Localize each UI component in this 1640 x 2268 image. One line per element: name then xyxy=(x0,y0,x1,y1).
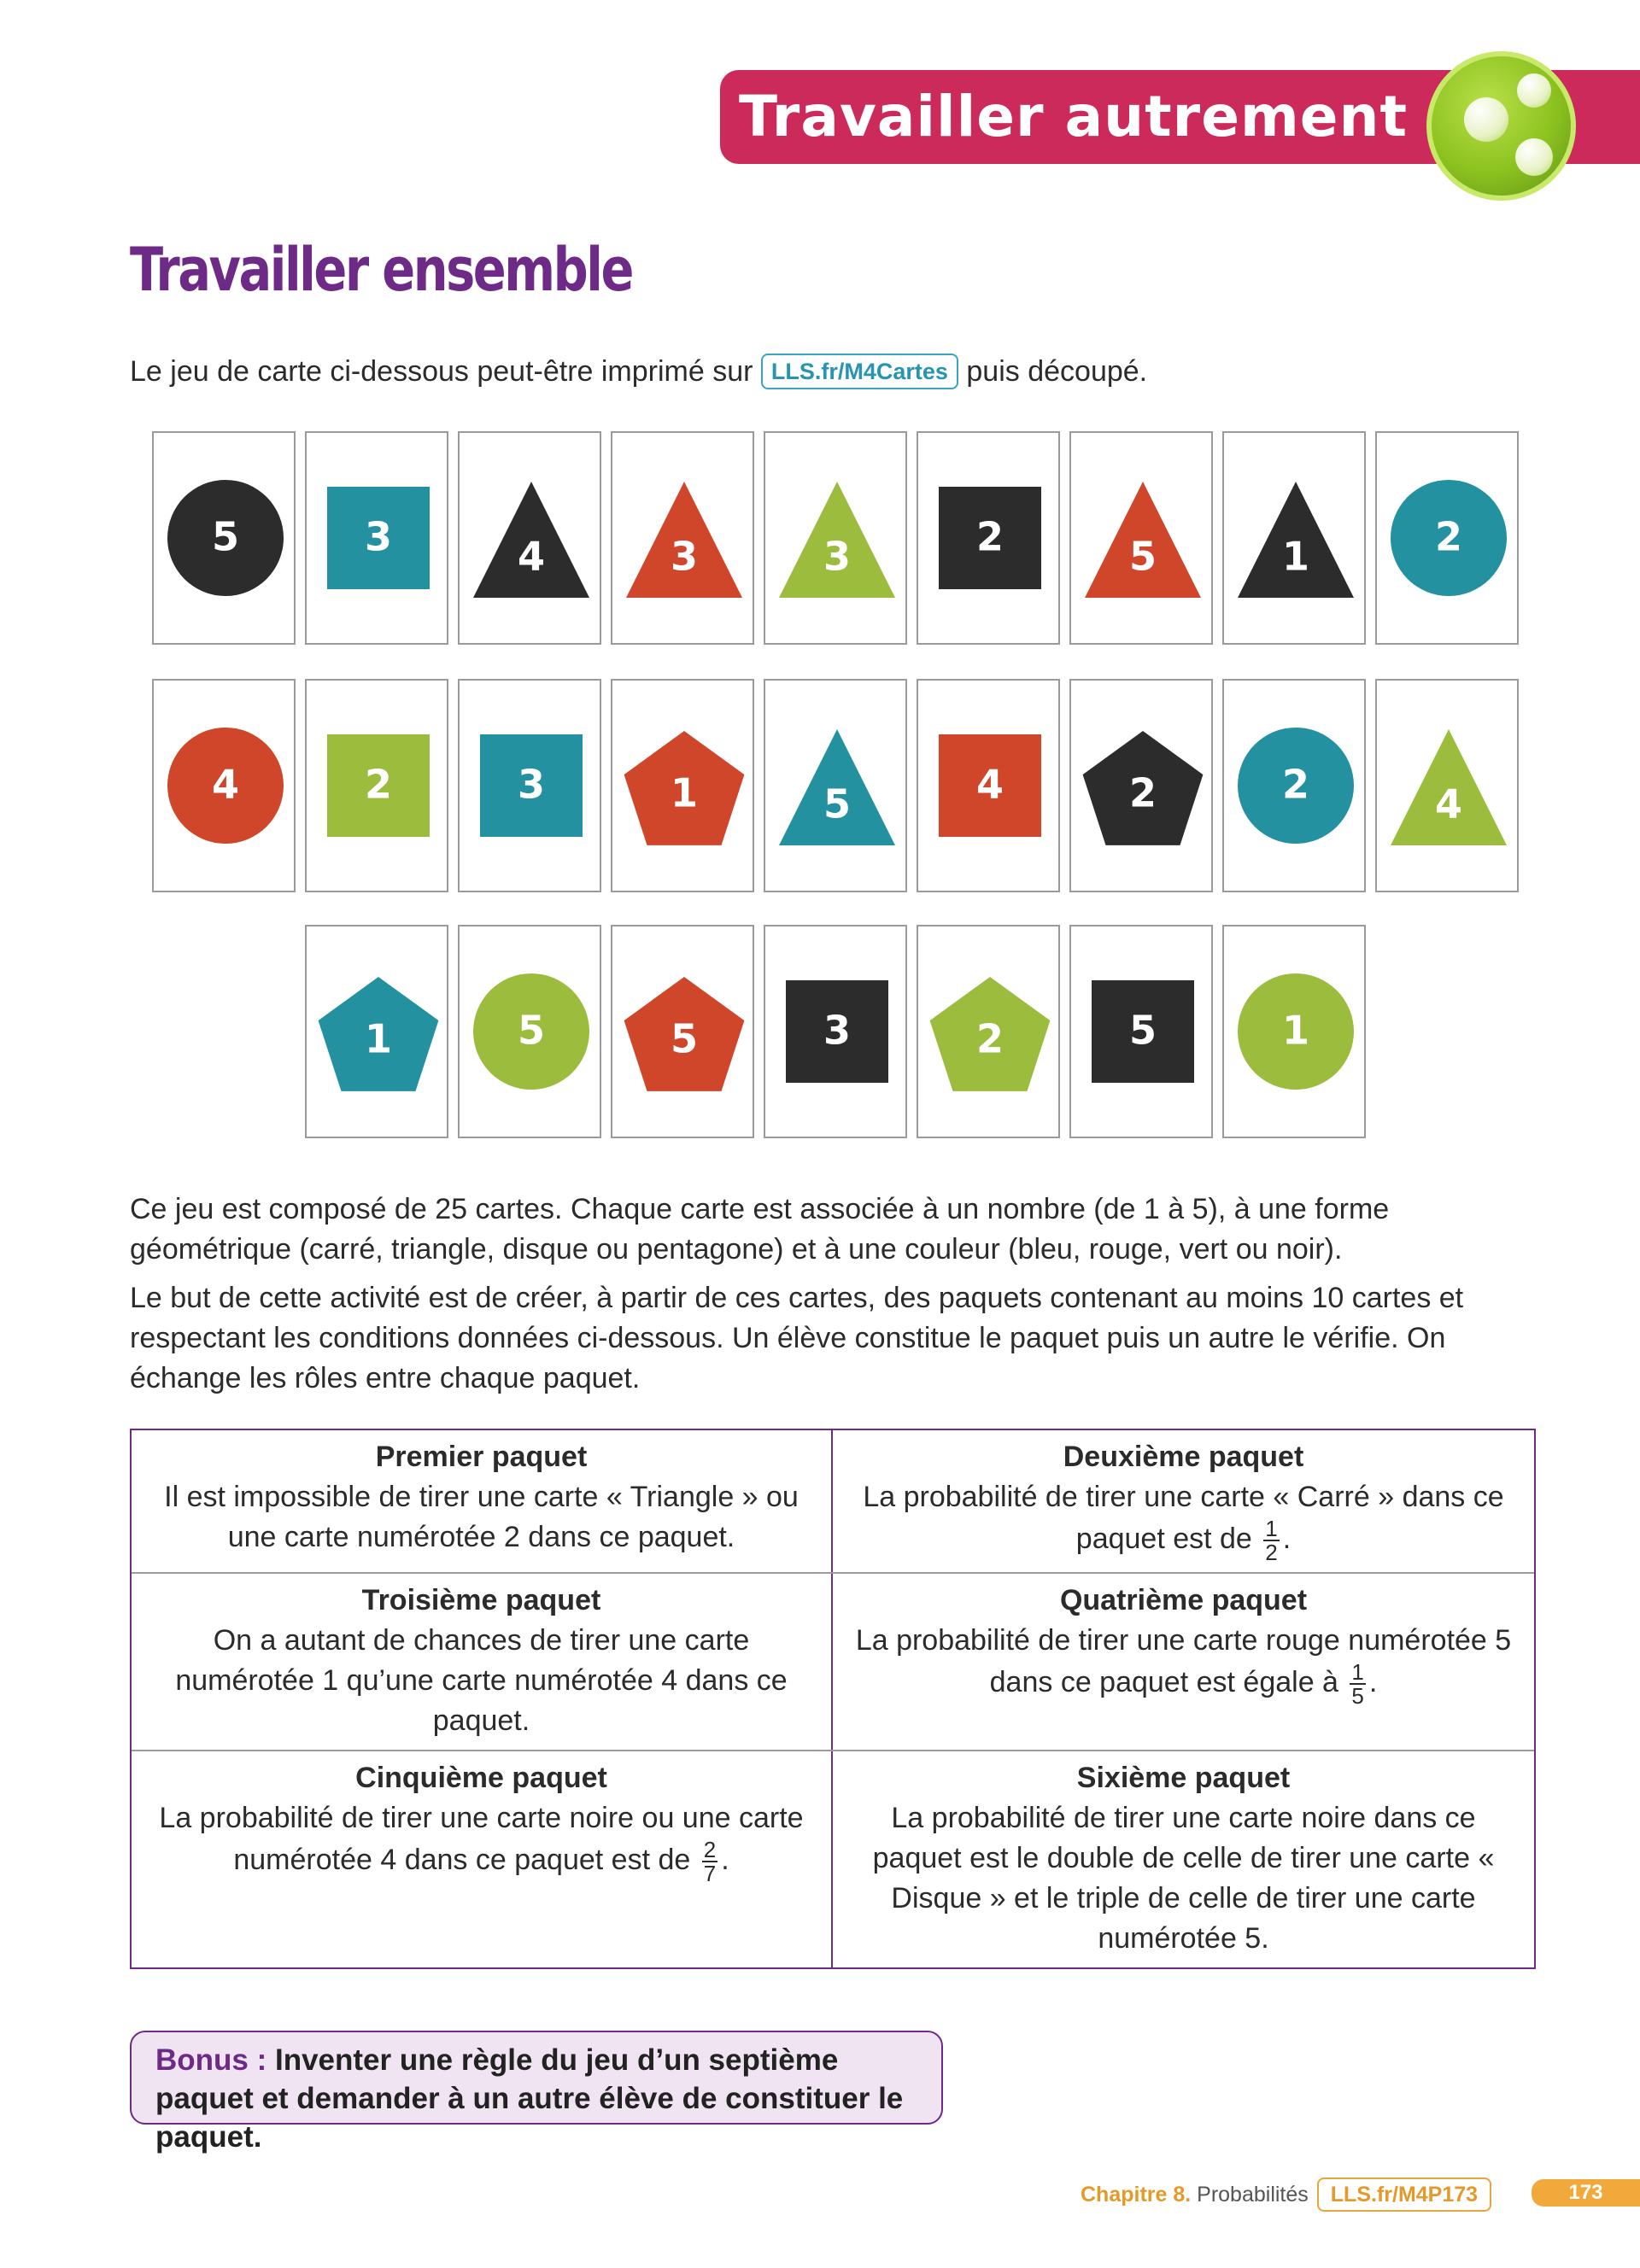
footer-link[interactable]: LLS.fr/M4P173 xyxy=(1317,2177,1491,2212)
cell-text: La probabilité de tirer une carte rouge numérotée 5 dans ce paquet est égale à $\frac{1}{5}$ . xyxy=(855,1624,1512,1709)
footer-chapter: Chapitre 8. xyxy=(1081,2183,1192,2207)
cell-text-body: La probabilité de tirer une carte « Carré » dans ce paquet est de xyxy=(863,1481,1504,1555)
fraction xyxy=(1350,1661,1365,1707)
card-number: 5 xyxy=(1128,1007,1157,1054)
table-cell xyxy=(833,1574,1534,1750)
card-number: 4 xyxy=(1434,780,1463,827)
card-number: 1 xyxy=(1281,1007,1310,1054)
card-number: 3 xyxy=(517,761,546,808)
card xyxy=(305,925,448,1138)
bonus-label: Bonus : xyxy=(155,2043,267,2077)
table-row xyxy=(132,1430,1534,1572)
cell-heading: Deuxième paquet xyxy=(1063,1441,1304,1473)
card xyxy=(611,925,754,1138)
table-row xyxy=(132,1572,1534,1750)
fraction-denominator: 7 xyxy=(703,1861,717,1886)
table-cell xyxy=(833,1751,1534,1967)
card-number: 1 xyxy=(364,1015,393,1062)
cell-text-body: La probabilité de tirer une carte noire ou une carte numérotée 4 dans ce paquet est de xyxy=(159,1802,804,1876)
fraction-numerator: 1 xyxy=(1265,1516,1278,1541)
card xyxy=(305,431,448,645)
cell-heading: Premier paquet xyxy=(375,1441,588,1473)
cell-text: La probabilité de tirer une carte noire dans ce paquet est le double de celle de tirer une carte « Disque » et le triple de celle de tirer une carte numérotée 5. xyxy=(872,1802,1495,1955)
section-title: Travailler ensemble xyxy=(130,235,632,305)
card-number: 5 xyxy=(670,1015,699,1062)
fraction-denominator: 2 xyxy=(1265,1540,1278,1565)
intro-before: Le jeu de carte ci-dessous peut-être imprimé sur xyxy=(130,355,761,388)
card-number: 4 xyxy=(975,761,1004,808)
conditions-table xyxy=(130,1429,1536,1969)
goal-paragraph: Le but de cette activité est de créer, à partir de ces cartes, des paquets contenant au moins 10 cartes et respectant les conditions données ci-dessous. Un élève constitue le paquet puis un autre le vérifie. On échange les rôles entre chaque paquet. xyxy=(130,1282,1464,1394)
card xyxy=(152,679,296,892)
card xyxy=(764,679,907,892)
card xyxy=(917,679,1060,892)
cards-link[interactable]: LLS.fr/M4Cartes xyxy=(761,354,958,389)
bonus-box xyxy=(130,2031,943,2154)
card-number: 5 xyxy=(211,513,240,560)
card xyxy=(764,431,907,645)
table-cell xyxy=(132,1751,833,1967)
card xyxy=(1069,431,1213,645)
card-number: 4 xyxy=(211,761,240,808)
card-number: 2 xyxy=(975,1015,1004,1062)
table-cell xyxy=(833,1430,1534,1572)
bonus-text: Inventer une règle du jeu d’un septième paquet et demander à un autre élève de constituer le paquet. xyxy=(155,2043,904,2154)
card xyxy=(1069,925,1213,1138)
card-number: 4 xyxy=(517,533,546,580)
header-title: Travailler autrement xyxy=(739,84,1409,149)
card xyxy=(1222,679,1366,892)
cell-text-body: La probabilité de tirer une carte rouge numérotée 5 dans ce paquet est égale à xyxy=(855,1624,1512,1698)
molecule-logo-icon xyxy=(1426,51,1576,201)
footer xyxy=(1081,2176,1491,2213)
card xyxy=(152,431,296,645)
cell-heading: Quatrième paquet xyxy=(1059,1584,1308,1616)
card-number: 2 xyxy=(1434,513,1463,560)
card-number: 2 xyxy=(1128,769,1157,816)
card-number: 1 xyxy=(670,769,699,816)
card-number: 1 xyxy=(1281,533,1310,580)
card-number: 5 xyxy=(823,780,852,827)
card xyxy=(458,431,601,645)
card-number: 2 xyxy=(1281,761,1310,808)
card xyxy=(917,925,1060,1138)
card xyxy=(917,431,1060,645)
cell-text: Il est impossible de tirer une carte « Triangle » ou une carte numérotée 2 dans ce paquet. xyxy=(164,1481,799,1553)
card-number: 2 xyxy=(364,761,393,808)
card-number: 5 xyxy=(517,1007,546,1054)
cell-text: La probabilité de tirer une carte noire ou une carte numérotée 4 dans ce paquet est de $\frac{2}{7}$ . xyxy=(159,1802,804,1886)
table-cell xyxy=(132,1430,833,1572)
cell-heading: Troisième paquet xyxy=(361,1584,601,1616)
description-paragraph: Ce jeu est composé de 25 cartes. Chaque carte est associée à un nombre (de 1 à 5), à une forme géométrique (carré, triangle, disque ou pentagone) et à une couleur (bleu, rouge, vert ou noir). xyxy=(130,1193,1390,1266)
intro-text xyxy=(130,350,1147,393)
card-number: 3 xyxy=(823,533,852,580)
card xyxy=(611,679,754,892)
card-number: 3 xyxy=(670,533,699,580)
card xyxy=(611,431,754,645)
intro-after: puis découpé. xyxy=(958,355,1148,388)
fraction xyxy=(702,1838,718,1885)
fraction xyxy=(1263,1517,1279,1564)
card xyxy=(1375,431,1519,645)
cell-text: La probabilité de tirer une carte « Carré » dans ce paquet est de $\frac{1}{2}$ . xyxy=(863,1481,1504,1565)
card xyxy=(1222,431,1366,645)
table-row xyxy=(132,1750,1534,1967)
card xyxy=(764,925,907,1138)
card xyxy=(1222,925,1366,1138)
table-cell xyxy=(132,1574,833,1750)
fraction-numerator: 1 xyxy=(1351,1659,1364,1685)
card-number: 3 xyxy=(823,1007,852,1054)
page-number: 173 xyxy=(1532,2179,1640,2207)
cell-text: On a autant de chances de tirer une carte numérotée 1 qu’une carte numérotée 4 dans ce paquet. xyxy=(175,1624,788,1737)
cell-heading: Cinquième paquet xyxy=(355,1762,607,1794)
card-number: 3 xyxy=(364,513,393,560)
card xyxy=(458,679,601,892)
card-number: 2 xyxy=(975,513,1004,560)
card xyxy=(1375,679,1519,892)
footer-subject: Probabilités xyxy=(1191,2183,1309,2207)
card xyxy=(458,925,601,1138)
card xyxy=(305,679,448,892)
fraction-numerator: 2 xyxy=(703,1837,717,1862)
card-number: 5 xyxy=(1128,533,1157,580)
cell-heading: Sixième paquet xyxy=(1076,1762,1291,1794)
card xyxy=(1069,679,1213,892)
fraction-denominator: 5 xyxy=(1351,1683,1364,1709)
